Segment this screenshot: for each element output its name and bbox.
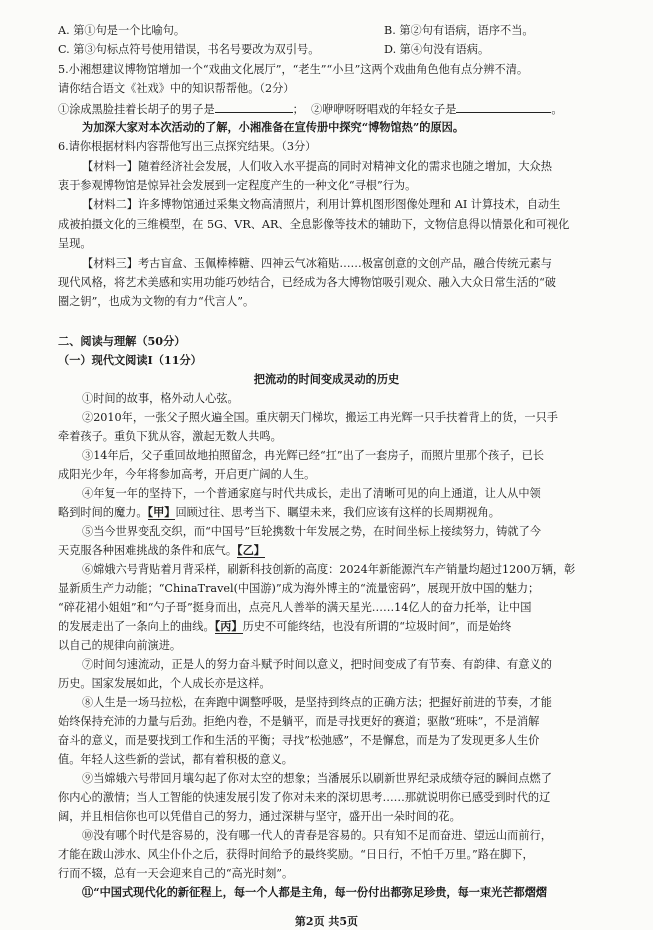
article-para-10-line1: ⑩没有哪个时代是容易的，没有哪一代人的青春是容易的。只有知不足而奋进、望远山而前行，	[82, 829, 552, 842]
article-para-7-line2: 历史。国家发展如此，个人成长亦是这样。	[58, 677, 271, 690]
article-para-8-line4: 值。年轻人这些新的尝试，都有着积极的意义。	[58, 753, 293, 766]
article-para-8-line2: 始终保持充沛的力量与后劲。拒绝内卷，不是躺平，而是寻找更好的赛道；驱散“班味”，不是消解	[58, 715, 540, 728]
material2-line3: 呈现。	[58, 237, 92, 250]
article-para-2-line1: ②2010年，一张父子照火遍全国。重庆朝天门梯坎，搬运工冉光辉一只手扶着背上的货，一只手	[82, 411, 558, 424]
article-para-8-line1: ⑧人生是一场马拉松，在奔跑中调整呼吸，是坚持到终点的正确方法；把握好前进的节奏，才能	[82, 696, 552, 709]
q5-blank2[interactable]	[456, 101, 551, 113]
page-footer: 第2页 共5页	[294, 915, 359, 928]
article-para-10-line3: 行而不辍，总有一天会迎来自己的“高光时刻”。	[58, 867, 294, 880]
q5-stem-line2: 请你结合语文《社戏》中的知识帮帮他。（2分）	[58, 82, 295, 95]
article-para-6-line4	[58, 619, 618, 634]
material2-line2: 成被拍摄文化的三维模型，在 5G、VR、AR、全息影像等技术的辅助下，文物信息得以情景化和可视化	[58, 218, 570, 231]
q5-separator: ；	[292, 103, 304, 116]
material3-line2: 现代风格，将艺术美感和实用功能巧妙结合，已经成为各大博物馆吸引观众、融入大众日常生活的“破	[58, 276, 556, 289]
article-para-9-line1: ⑨当嫦娥六号带回月壤勾起了你对太空的想象；当潘展乐以刷新世界纪录成绩夺冠的瞬间点燃了	[82, 772, 552, 785]
para6-text-a: 的发展走出了一条向上的曲线。	[58, 620, 215, 633]
article-para-3-line1: ③14年后，父子重回故地拍照留念，冉光辉已经“扛”出了一套房子，而照片里那个孩子，已长	[82, 449, 544, 462]
article-para-5-line1: ⑤当今世界变乱交织，而“中国号”巨轮携数十年发展之势，在时间坐标上接续努力，铸就了今	[82, 525, 541, 538]
subsection-heading: （一）现代文阅读Ⅰ（11分）	[58, 353, 202, 367]
q4-option-a: A. 第①句是一个比喻句。	[58, 24, 186, 37]
article-para-6-line5: 以自己的规律向前演进。	[58, 639, 182, 652]
q5-item2: ②咿咿呀呀唱戏的年轻女子是	[310, 103, 457, 116]
material2-line1: 【材料二】许多博物馆通过采集文物高清照片，利用计算机图形图像处理和 AI 计算技术，自动生	[82, 198, 561, 211]
mark-jia: 【甲】	[147, 505, 176, 519]
article-para-8-line3: 奋斗的意义，而是要找到工作和生活的平衡；寻找”松弛感”，不是懈怠，而是为了发现更多人生价	[58, 734, 540, 747]
q4-option-b: B. 第②句有语病，语序不当。	[384, 24, 534, 37]
q5-item1: ①涂成黑脸挂着长胡子的男子是	[58, 103, 215, 116]
article-para-1: ①时间的故事，格外动人心弦。	[82, 392, 239, 405]
material3-line1: 【材料三】考古盲盒、玉佩棒棒糖、四神云气冰箱贴……极富创意的文创产品，融合传统元素与	[82, 257, 552, 270]
article-para-11-line1: ⑪“中国式现代化的新征程上，每一个人都是主角，每一份付出都弥足珍贵，每一束光芒都熠熠	[82, 885, 548, 899]
mark-yi: 【乙】	[237, 543, 265, 557]
para5-text: 天克服各种困难挑战的条件和底气。	[58, 544, 238, 557]
para4-text-b: 回顾过往、思考当下、瞩望未来，我们应该有这样的长周期视角。	[175, 506, 500, 519]
article-para-4-line1: ④年复一年的坚持下，一个普通家庭与时代共成长，走出了清晰可见的向上通道，让人从中领	[82, 487, 541, 500]
article-para-2-line2: 牵着孩子。重负下犹从容，激起无数人共鸣。	[58, 430, 282, 443]
para4-text-a: 略到时间的魔力。	[58, 506, 148, 519]
q5-blank1[interactable]	[215, 101, 293, 113]
mark-bing: 【丙】	[214, 619, 243, 633]
q4-option-c: C. 第③句标点符号使用错误，书名号要改为双引号。	[58, 43, 320, 56]
article-para-9-line3: 阔，并且相信你也可以凭借自己的努力，通过深耕与坚守，盛开出一朵时间的花。	[58, 810, 461, 823]
material1-line1: 【材料一】随着经济社会发展，人们收入水平提高的同时对精神文化的需求也随之增加，大众热	[82, 160, 552, 173]
section-heading: 二、阅读与理解（50分）	[58, 334, 186, 348]
material3-line3: 圈之钥”，也成为文物的有力“代言人”。	[58, 295, 255, 308]
q5-end: 。	[551, 103, 563, 116]
para6-text-b: 历史不可能终结，也没有所谓的“垃圾时间”，而是始终	[242, 620, 512, 633]
q5-answer-line	[58, 101, 618, 117]
article-para-4-line2	[58, 505, 618, 520]
article-para-10-line2: 才能在跋山涉水、风尘仆仆之后，获得时间给予的最终奖励。“日日行，不怕千万里。”路在脚下，	[58, 848, 534, 861]
article-para-6-line1: ⑥嫦娥六号背贴着月背采样，刷新科技创新的高度：2024年新能源汽车产销量均超过1200万辆，彰	[82, 563, 576, 576]
article-para-3-line2: 成阳光少年，今年将参加高考，开启更广阔的人生。	[58, 468, 316, 481]
activity-intro: 为加深大家对本次活动的了解，小湘准备在宣传册中探究“博物馆热”的原因。	[82, 120, 465, 134]
q6-stem: 6.请你根据材料内容帮他写出三点探究结果。（3分）	[58, 140, 317, 153]
q5-stem-line1: 5.小湘想建议博物馆增加一个“戏曲文化展厅”，“老生”“小旦”这两个戏曲角色他有点分辨不清。	[58, 63, 529, 76]
article-title: 把流动的时间变成灵动的历史	[253, 372, 400, 386]
article-para-5-line2	[58, 543, 618, 558]
material1-line2: 衷于参观博物馆是惊异社会发展到一定程度产生的一种文化“寻根”行为。	[58, 179, 417, 192]
article-para-7-line1: ⑦时间匀速流动，正是人的努力奋斗赋予时间以意义，把时间变成了有节奏、有韵律、有意义的	[82, 658, 552, 671]
article-para-6-line3: “碎花裙小姐姐”和“勺子哥”挺身而出，点亮凡人善举的满天星光……14亿人的奋力托举，让中国	[58, 601, 532, 614]
article-para-6-line2: 显新质生产力动能；“ChinaTravel(中国游)”成为海外博主的“流量密码”，展现开放中国的魅力；	[58, 582, 540, 595]
article-para-9-line2: 你内心的激情；当人工智能的快速发展引发了你对未来的深切思考……那就说明你已感受到时代的辽	[58, 791, 551, 804]
q4-option-d: D. 第④句没有语病。	[384, 43, 490, 56]
